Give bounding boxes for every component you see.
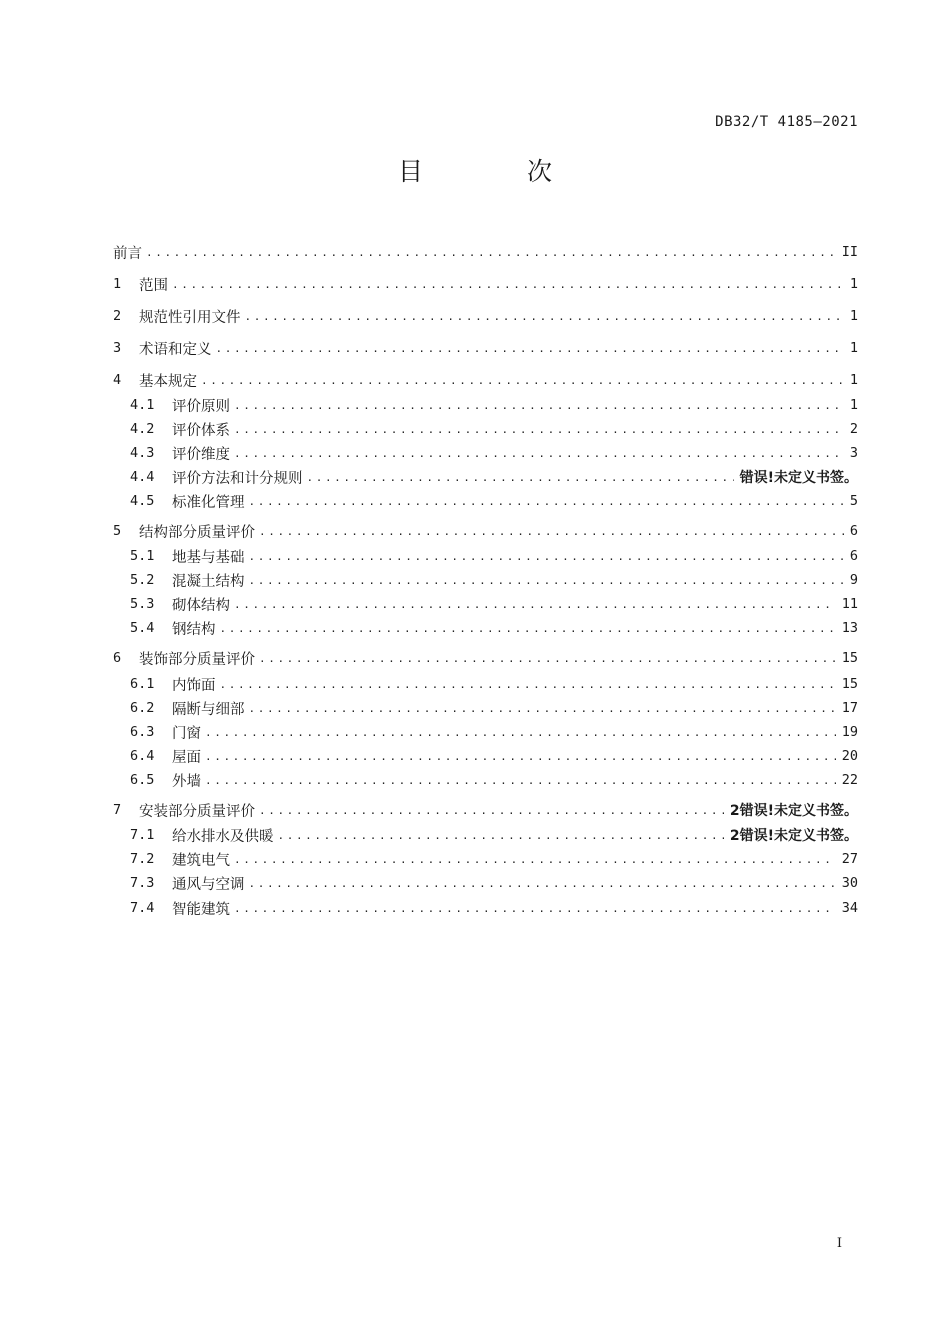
- toc-entry-number: 6: [113, 650, 122, 666]
- toc-entry-page: 19: [841, 724, 858, 740]
- toc-entry-number: 4.4: [130, 469, 155, 485]
- toc-entry-label: 安装部分质量评价: [139, 803, 255, 820]
- toc-entry-number: 5.2: [130, 572, 155, 588]
- toc-entry-page: 27: [841, 851, 858, 867]
- toc-entry-number: 6.5: [130, 772, 155, 788]
- toc-leader-dots: [245, 310, 844, 323]
- toc-entry-label: 外墙: [172, 773, 201, 790]
- toc-entry-page: 1: [849, 340, 858, 356]
- toc-entry[interactable]: [113, 872, 858, 894]
- document-code: DB32/T 4185—2021: [715, 114, 858, 130]
- toc-entry-number: 7.3: [130, 875, 155, 891]
- toc-entry-label: 术语和定义: [139, 341, 212, 358]
- toc-entry[interactable]: [113, 799, 858, 821]
- toc-entry[interactable]: [113, 848, 858, 870]
- toc-leader-dots: [234, 598, 836, 611]
- toc-entry-number: 6.2: [130, 700, 155, 716]
- toc-entry[interactable]: [113, 418, 858, 440]
- toc-leader-dots: [259, 804, 724, 817]
- toc-entry[interactable]: [113, 647, 858, 669]
- toc-entry-number: 6.4: [130, 748, 155, 764]
- toc-leader-dots: [259, 652, 836, 665]
- toc-leader-dots: [146, 246, 836, 259]
- toc-entry-page: 6: [849, 548, 858, 564]
- toc-leader-dots: [249, 877, 836, 890]
- toc-entry-label: 通风与空调: [172, 876, 245, 893]
- toc-leader-dots: [249, 702, 836, 715]
- toc-entry-page: 20: [841, 748, 858, 764]
- toc-leader-dots: [216, 342, 844, 355]
- toc-leader-dots: [205, 750, 836, 763]
- toc-leader-dots: [234, 447, 844, 460]
- toc-entry-page: 34: [841, 900, 858, 916]
- toc-entry[interactable]: [113, 897, 858, 919]
- toc-entry-number: 4.5: [130, 493, 155, 509]
- toc-entry-label: 地基与基础: [172, 549, 245, 566]
- toc-entry-page: 2: [849, 421, 858, 437]
- toc-entry-page: 6: [849, 523, 858, 539]
- toc-leader-dots: [234, 399, 844, 412]
- toc-entry-page: II: [841, 244, 858, 260]
- toc-entry[interactable]: [113, 745, 858, 767]
- toc-entry[interactable]: [113, 241, 858, 263]
- toc-entry[interactable]: [113, 769, 858, 791]
- toc-entry-label: 装饰部分质量评价: [139, 651, 255, 668]
- toc-entry-label: 门窗: [172, 725, 201, 742]
- toc-entry-page: 15: [841, 676, 858, 692]
- toc-entry-page: 5: [849, 493, 858, 509]
- toc-entry-number: 5.1: [130, 548, 155, 564]
- toc-leader-dots: [205, 774, 836, 787]
- toc-entry-label: 规范性引用文件: [139, 309, 241, 326]
- page-title: 目 次: [398, 157, 600, 186]
- toc-entry-number: 3: [113, 340, 122, 356]
- toc-entry-label: 混凝土结构: [172, 573, 245, 590]
- toc-entry-page: 1: [849, 276, 858, 292]
- toc-entry-page: 1: [849, 397, 858, 413]
- toc-entry-label: 基本规定: [139, 373, 197, 390]
- toc-entry[interactable]: [113, 490, 858, 512]
- page-number: I: [836, 1236, 842, 1251]
- toc-entry-page: 3: [849, 445, 858, 461]
- toc-entry-number: 1: [113, 276, 122, 292]
- toc-entry[interactable]: [113, 520, 858, 542]
- toc-entry[interactable]: [113, 569, 858, 591]
- toc-entry-number: 4.2: [130, 421, 155, 437]
- toc-entry-number: 5.3: [130, 596, 155, 612]
- toc-leader-dots: [205, 726, 836, 739]
- toc-entry-page: 15: [841, 650, 858, 666]
- toc-bookmark-error: 2错误!未定义书签。: [729, 828, 858, 844]
- toc-entry-number: 7.2: [130, 851, 155, 867]
- toc-entry-label: 结构部分质量评价: [139, 524, 255, 541]
- toc-entry-label: 建筑电气: [172, 852, 230, 869]
- toc-entry-label: 砌体结构: [172, 597, 230, 614]
- toc-entry-label: 前言: [113, 245, 142, 262]
- toc-entry[interactable]: [113, 824, 858, 846]
- toc-entry-label: 评价原则: [172, 398, 230, 415]
- toc-entry-page: 13: [841, 620, 858, 636]
- toc-entry[interactable]: [113, 369, 858, 391]
- toc-entry-number: 7.1: [130, 827, 155, 843]
- toc-entry-label: 范围: [139, 277, 168, 294]
- toc-leader-dots: [249, 495, 844, 508]
- toc-leader-dots: [278, 829, 724, 842]
- toc-entry-label: 智能建筑: [172, 901, 230, 918]
- toc-leader-dots: [201, 374, 844, 387]
- toc-entry-label: 评价方法和计分规则: [172, 470, 303, 487]
- toc-entry-label: 隔断与细部: [172, 701, 245, 718]
- toc-entry-label: 内饰面: [172, 677, 216, 694]
- toc-entry[interactable]: [113, 697, 858, 719]
- toc-entry-number: 7.4: [130, 900, 155, 916]
- toc-bookmark-error: 2错误!未定义书签。: [729, 803, 858, 819]
- toc-entry[interactable]: [113, 617, 858, 639]
- toc-entry-page: 1: [849, 372, 858, 388]
- toc-entry[interactable]: [113, 721, 858, 743]
- toc-entry-label: 给水排水及供暖: [172, 828, 274, 845]
- toc-entry[interactable]: [113, 545, 858, 567]
- toc-entry-page: 30: [841, 875, 858, 891]
- toc-leader-dots: [220, 678, 836, 691]
- toc-entry-page: 9: [849, 572, 858, 588]
- toc-entry-number: 4: [113, 372, 122, 388]
- toc-entry[interactable]: [113, 305, 858, 327]
- toc-entry-page: 1: [849, 308, 858, 324]
- toc-leader-dots: [220, 622, 836, 635]
- toc-entry[interactable]: [113, 466, 858, 488]
- toc-leader-dots: [234, 423, 844, 436]
- toc-entry-number: 5: [113, 523, 122, 539]
- toc-entry[interactable]: [113, 394, 858, 416]
- toc-entry-label: 钢结构: [172, 621, 216, 638]
- toc-entry[interactable]: [113, 442, 858, 464]
- toc-entry-page: 22: [841, 772, 858, 788]
- toc-bookmark-error: 错误!未定义书签。: [739, 470, 858, 486]
- toc-leader-dots: [172, 278, 844, 291]
- toc-entry-number: 5.4: [130, 620, 155, 636]
- toc-entry-label: 评价体系: [172, 422, 230, 439]
- toc-entry-label: 评价维度: [172, 446, 230, 463]
- toc-entry-label: 屋面: [172, 749, 201, 766]
- toc-entry-number: 4.1: [130, 397, 155, 413]
- toc-entry[interactable]: [113, 673, 858, 695]
- toc-leader-dots: [234, 853, 836, 866]
- toc-entry-number: 2: [113, 308, 122, 324]
- toc-leader-dots: [259, 525, 844, 538]
- toc-entry[interactable]: [113, 337, 858, 359]
- toc-leader-dots: [307, 471, 734, 484]
- toc-entry-page: 11: [841, 596, 858, 612]
- toc-leader-dots: [234, 902, 836, 915]
- toc-entry-number: 6.1: [130, 676, 155, 692]
- toc-entry[interactable]: [113, 273, 858, 295]
- toc-entry[interactable]: [113, 593, 858, 615]
- toc-entry-page: 17: [841, 700, 858, 716]
- toc-entry-number: 7: [113, 802, 122, 818]
- toc-entry-number: 4.3: [130, 445, 155, 461]
- toc-entry-number: 6.3: [130, 724, 155, 740]
- toc-entry-label: 标准化管理: [172, 494, 245, 511]
- toc-leader-dots: [249, 574, 844, 587]
- toc-leader-dots: [249, 550, 844, 563]
